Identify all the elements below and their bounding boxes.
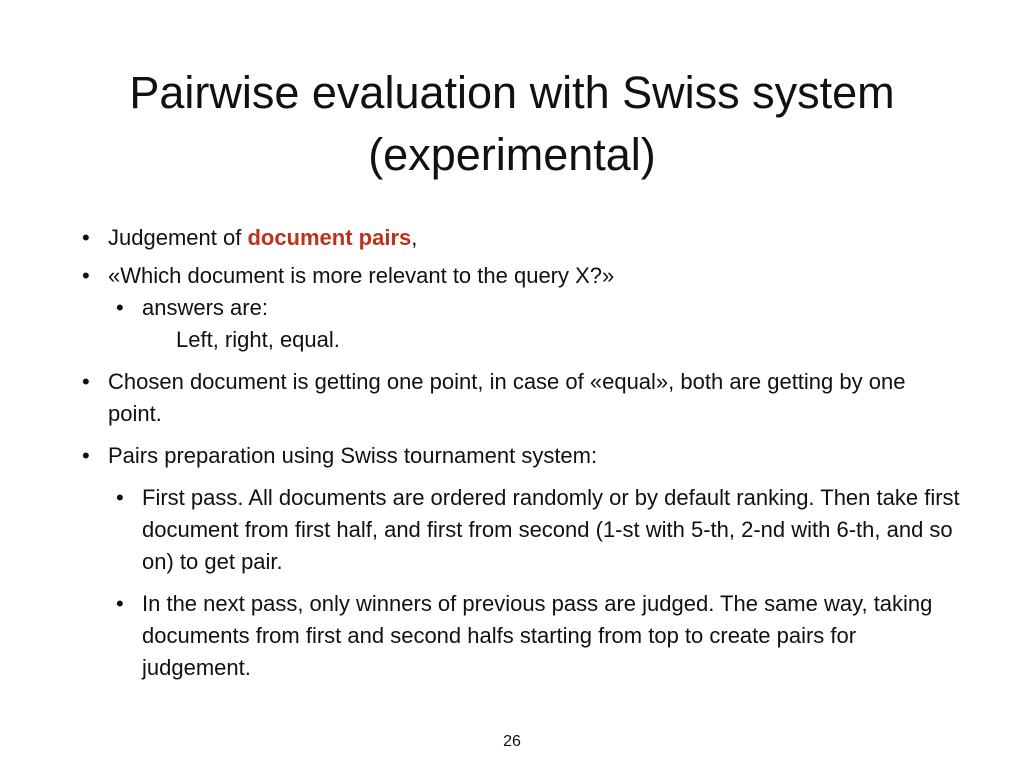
sub-bullet-answers <box>108 292 962 356</box>
first-pass-text: First pass. All documents are ordered randomly or by default ranking. Then take first document from first half, and first from second (1-st with 5-th, 2-nd with 6-th, and so on) to get pair. <box>142 485 960 574</box>
answers-label: answers are: <box>142 295 268 320</box>
bullet-text-trailing: , <box>411 225 418 250</box>
answers-values: Left, right, equal. <box>176 327 340 352</box>
sub-list-passes <box>108 482 962 684</box>
sub-list-answers <box>108 292 962 356</box>
sub-bullet-first-pass <box>108 482 962 578</box>
next-pass-text: In the next pass, only winners of previous pass are judged. The same way, taking documents from first and second halfs starting from top to create pairs for judgement. <box>142 591 933 680</box>
highlight-document-pairs: document pairs <box>247 225 412 250</box>
page-number: 26 <box>503 733 521 750</box>
slide-title <box>0 62 1024 186</box>
slide-title-line-1: Pairwise evaluation with Swiss system <box>129 67 895 118</box>
bullet-document-pairs <box>82 222 962 254</box>
bullet-points-rule <box>82 366 962 430</box>
bullet-question <box>82 260 962 356</box>
bullet-text: Judgement of <box>108 225 248 250</box>
slide-title-line-2: (experimental) <box>368 129 656 180</box>
sub-bullet-next-pass <box>108 588 962 684</box>
bullet-points-text: Chosen document is getting one point, in case of «equal», both are getting by one point. <box>108 369 906 426</box>
bullet-list <box>82 222 962 684</box>
bullet-pairs-text: Pairs preparation using Swiss tournament system: <box>108 443 598 468</box>
bullet-pairs-preparation <box>82 440 962 684</box>
bullet-question-text: «Which document is more relevant to the query X?» <box>108 263 615 288</box>
